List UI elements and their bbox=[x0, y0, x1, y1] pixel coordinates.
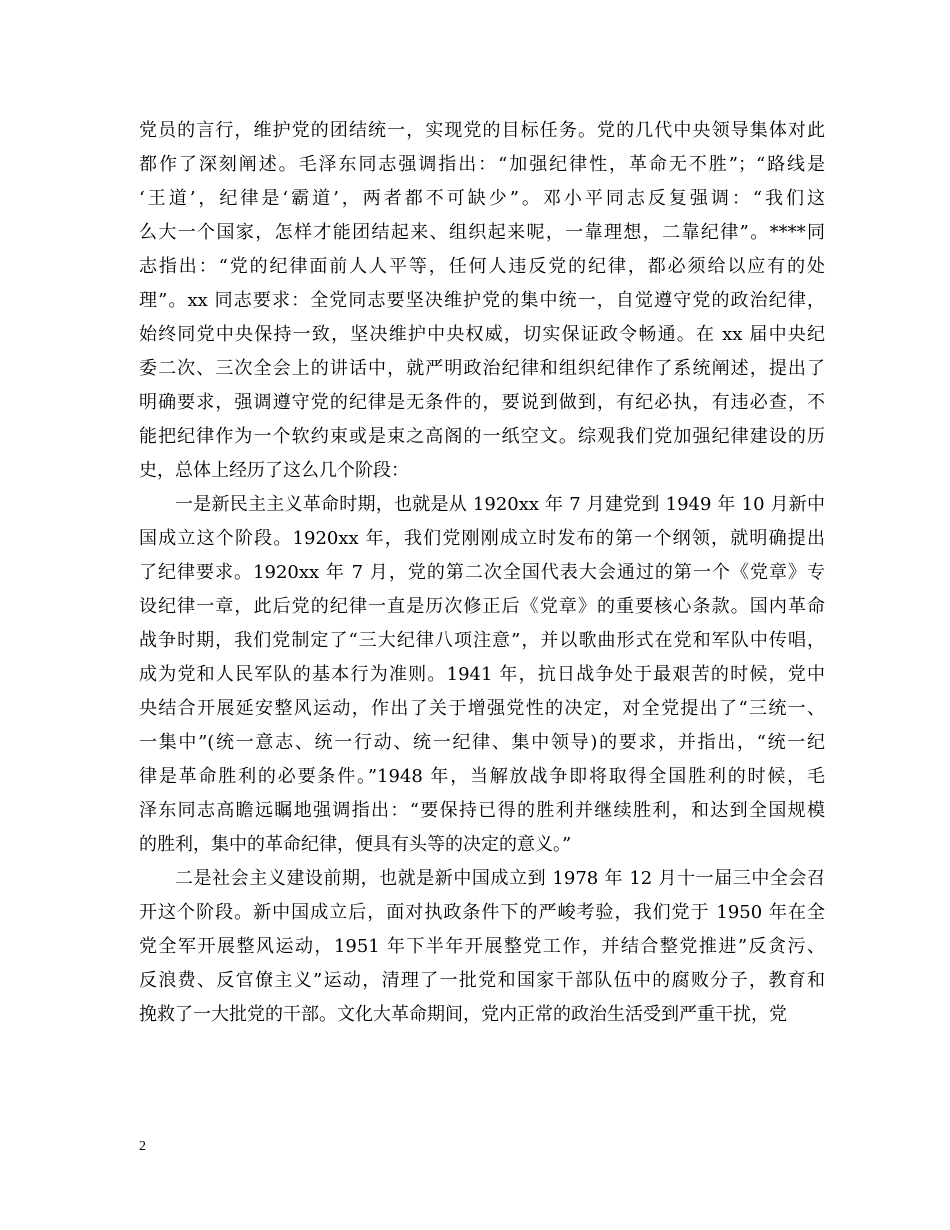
text-line: 成为党和人民军队的基本行为准则。1941 年，抗日战争处于最艰苦的时候，党中 bbox=[139, 664, 825, 685]
text-line: 开这个阶段。新中国成立后，面对执政条件下的严峻考验，我们党于 1950 年在全 bbox=[139, 902, 825, 923]
text-line: 泽东同志高瞻远瞩地强调指出：“要保持已得的胜利并继续胜利，和达到全国规模 bbox=[139, 800, 825, 821]
text-line: 志指出：“党的纪律面前人人平等，任何人违反党的纪律，都必须给以应有的处 bbox=[139, 256, 825, 277]
text-line: 挽救了一大批党的干部。文化大革命期间，党内正常的政治生活受到严重干扰，党 bbox=[139, 1004, 787, 1025]
text-line: 二是社会主义建设前期，也就是新中国成立到 1978 年 12 月十一届三中全会召 bbox=[175, 868, 825, 889]
text-line: 党全军开展整风运动，1951 年下半年开展整党工作，并结合整党推进”反贪污、 bbox=[139, 936, 825, 957]
text-line: 一是新民主主义革命时期，也就是从 1920xx 年 7 月建党到 1949 年 10 月新中 bbox=[175, 494, 825, 515]
text-line: 史，总体上经历了这么几个阶段： bbox=[139, 460, 409, 481]
text-line: 始终同党中央保持一致，坚决维护中央权威，切实保证政令畅通。在 xx 届中央纪 bbox=[139, 324, 825, 345]
document-body bbox=[139, 114, 825, 1032]
text-line: 明确要求，强调遵守党的纪律是无条件的，要说到做到，有纪必执，有违必查，不 bbox=[139, 392, 825, 413]
text-line: 党员的言行，维护党的团结统一，实现党的目标任务。党的几代中央领导集体对此 bbox=[139, 120, 825, 141]
text-line: 能把纪律作为一个软约束或是束之高阁的一纸空文。综观我们党加强纪律建设的历 bbox=[139, 426, 825, 447]
text-line: 律是革命胜利的必要条件。”1948 年，当解放战争即将取得全国胜利的时候，毛 bbox=[139, 766, 825, 787]
text-line: 的胜利，集中的革命纪律，便具有头等的决定的意义。” bbox=[139, 834, 572, 855]
text-line: 一集中”(统一意志、统一行动、统一纪律、集中领导)的要求，并指出，“统一纪 bbox=[139, 732, 825, 753]
text-line: 都作了深刻阐述。毛泽东同志强调指出：“加强纪律性，革命无不胜”；“路线是 bbox=[139, 154, 825, 175]
paragraph bbox=[139, 488, 825, 862]
paragraph bbox=[139, 114, 825, 488]
paragraph bbox=[139, 862, 825, 1032]
text-line: 委二次、三次全会上的讲话中，就严明政治纪律和组织纪律作了系统阐述，提出了 bbox=[139, 358, 825, 379]
text-line: 么大一个国家，怎样才能团结起来、组织起来呢，一靠理想，二靠纪律”。****同 bbox=[139, 222, 825, 243]
page-number: 2 bbox=[139, 1139, 146, 1154]
text-line: 国成立这个阶段。1920xx 年，我们党刚刚成立时发布的第一个纲领，就明确提出 bbox=[139, 528, 825, 549]
text-line: ‘王道’，纪律是‘霸道’，两者都不可缺少”。邓小平同志反复强调：“我们这 bbox=[139, 188, 825, 209]
text-line: 央结合开展延安整风运动，作出了关于增强党性的决定，对全党提出了“三统一、 bbox=[139, 698, 825, 719]
text-line: 理”。xx 同志要求：全党同志要坚决维护党的集中统一，自觉遵守党的政治纪律， bbox=[139, 290, 825, 311]
text-line: 了纪律要求。1920xx 年 7 月，党的第二次全国代表大会通过的第一个《党章》专 bbox=[139, 562, 825, 583]
text-line: 反浪费、反官僚主义”运动，清理了一批党和国家干部队伍中的腐败分子，教育和 bbox=[139, 970, 825, 991]
text-line: 设纪律一章，此后党的纪律一直是历次修正后《党章》的重要核心条款。国内革命 bbox=[139, 596, 825, 617]
text-line: 战争时期，我们党制定了“三大纪律八项注意”，并以歌曲形式在党和军队中传唱， bbox=[139, 630, 825, 651]
